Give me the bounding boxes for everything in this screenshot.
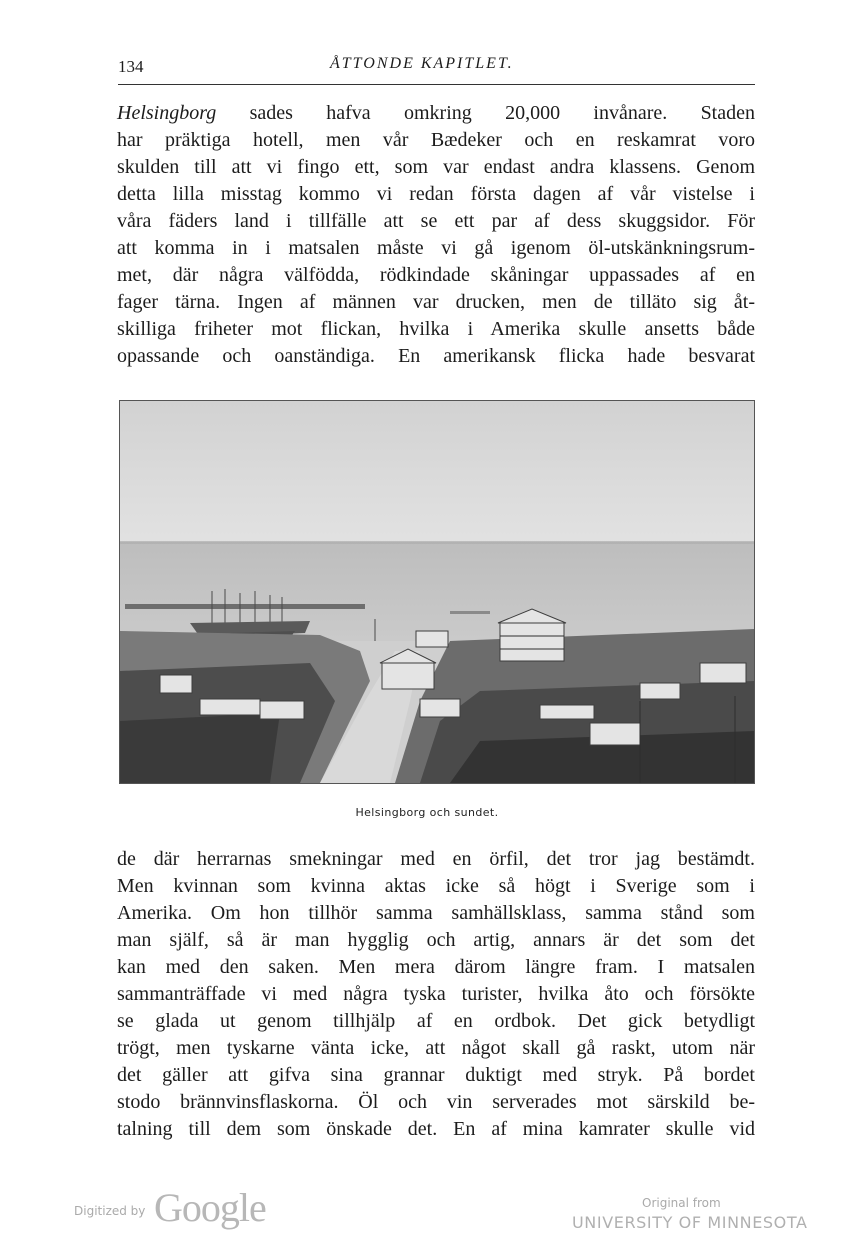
text-line: de där herrarnas smekningar med en örfil, det tror jag bestämdt. bbox=[117, 848, 755, 870]
text-line: det gäller att gifva sina grannar duktigt med stryk. På bordet bbox=[117, 1064, 755, 1086]
library-name: UNIVERSITY OF MINNESOTA bbox=[572, 1213, 808, 1232]
text-line: se glada ut genom tillhjälp af en ordbok. Det gick betydligt bbox=[117, 1010, 755, 1032]
text-line: kan med den saken. Men mera därom längre fram. I matsalen bbox=[117, 956, 755, 978]
harbor-illustration bbox=[120, 401, 754, 783]
text-line: trögt, men tyskarne vänta icke, att något skall gå raskt, utom när bbox=[117, 1037, 755, 1059]
text-line: skulden till att vi fingo ett, som var endast andra klassens. Genom bbox=[117, 156, 755, 178]
text-line: man själf, så är man hygglig och artig, annars är det som det bbox=[117, 929, 755, 951]
text-line: att komma in i matsalen måste vi gå igenom öl-utskänkningsrum- bbox=[117, 237, 755, 259]
running-title: ÅTTONDE KAPITLET. bbox=[330, 55, 514, 72]
digitized-by-label: Digitized by bbox=[74, 1204, 146, 1218]
original-from-label: Original from bbox=[642, 1196, 721, 1210]
text-line: skilliga friheter mot flickan, hvilka i Amerika skulle ansetts både bbox=[117, 318, 755, 340]
text-line: våra fäders land i tillfälle att se ett par af dess skuggsidor. För bbox=[117, 210, 755, 232]
text-line: Men kvinnan som kvinna aktas icke så högt i Sverige som i bbox=[117, 875, 755, 897]
harbor-photograph bbox=[119, 400, 755, 784]
text-line: Helsingborg sades hafva omkring 20,000 invånare. Staden bbox=[117, 102, 755, 124]
text-line: sammanträffade vi med några tyska turister, hvilka åto och försökte bbox=[117, 983, 755, 1005]
italic-place-name: Helsingborg bbox=[117, 102, 217, 124]
text-line: detta lilla misstag kommo vi redan första dagen af vår vistelse i bbox=[117, 183, 755, 205]
header-rule bbox=[118, 84, 755, 85]
text-line: stodo brännvinsflaskorna. Öl och vin serverades mot särskild be- bbox=[117, 1091, 755, 1113]
text-line: har präktiga hotell, men vår Bædeker och en reskamrat voro bbox=[117, 129, 755, 151]
pier bbox=[125, 604, 365, 609]
sky bbox=[120, 401, 754, 546]
google-logo: Google bbox=[154, 1185, 266, 1230]
text-line: met, där några välfödda, rödkindade skåningar uppassades af en bbox=[117, 264, 755, 286]
figure-caption: Helsingborg och sundet. bbox=[355, 806, 499, 819]
text-line: talning till dem som önskade det. En af mina kamrater skulle vid bbox=[117, 1118, 755, 1140]
text-line: fager tärna. Ingen af männen var drucken, men de tilläto sig åt- bbox=[117, 291, 755, 313]
page-number: 134 bbox=[118, 57, 144, 76]
text-line: Amerika. Om hon tillhör samma samhällsklass, samma stånd som bbox=[117, 902, 755, 924]
paragraph-top bbox=[117, 100, 755, 370]
paragraph-bottom bbox=[117, 846, 755, 1143]
text-line: opassande och oanständiga. En amerikansk flicka hade besvarat bbox=[117, 345, 755, 367]
